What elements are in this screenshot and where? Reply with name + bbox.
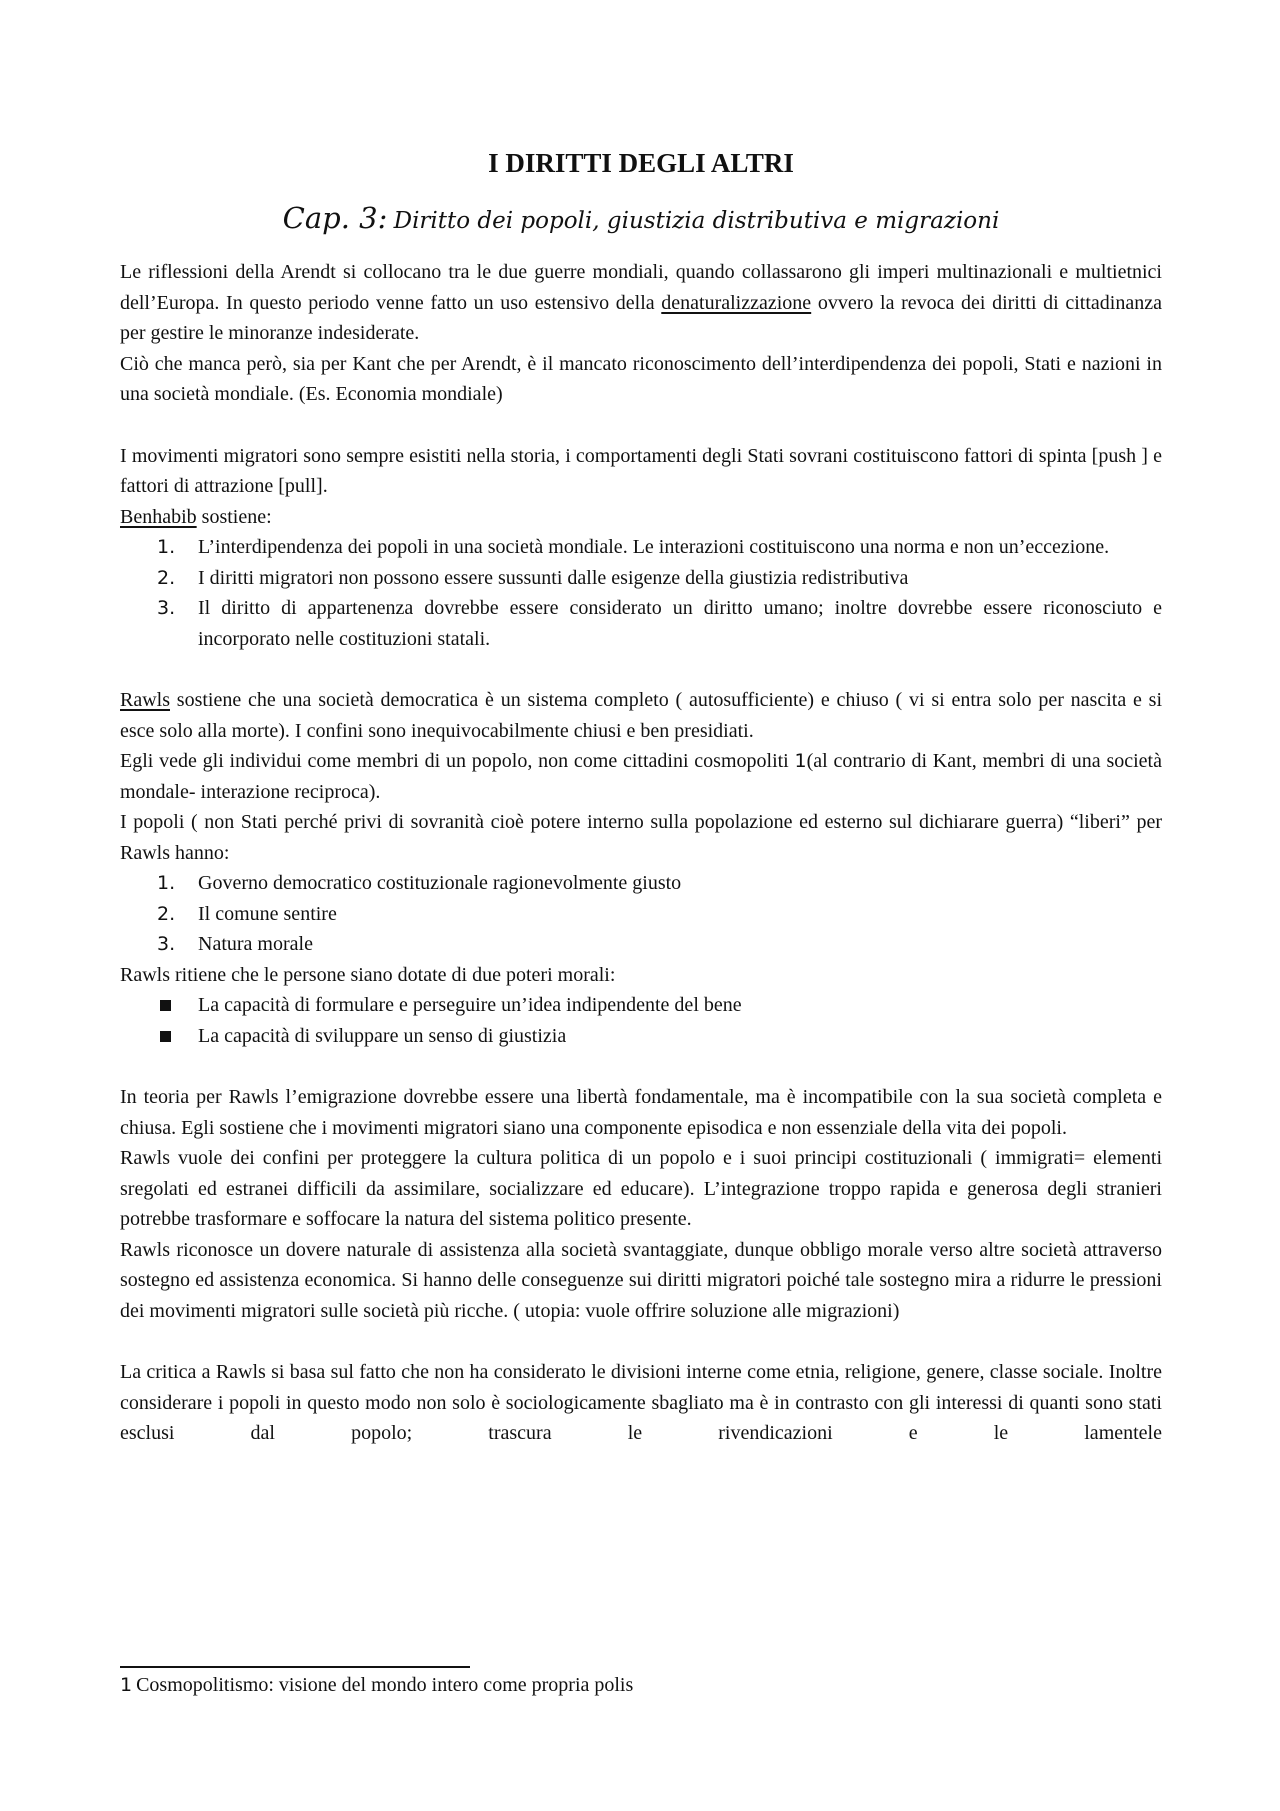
list-number: 2. (157, 566, 176, 589)
list-number: 3. (157, 597, 176, 619)
bullet-item (120, 990, 1162, 1021)
square-bullet-icon (160, 1000, 171, 1011)
spacer (120, 410, 1162, 441)
footnote-divider (120, 1666, 470, 1668)
list-number: 1. (157, 872, 176, 894)
bullet-item-text: La capacità di formulare e perseguire un’idea indipendente del bene (198, 994, 742, 1016)
author-name: Rawls (120, 689, 170, 711)
paragraph-emigration: In teoria per Rawls l’emigrazione dovrebbe essere una libertà fondamentale, ma è incompatibile con la sua società completa e chiusa. Egli sostiene che i movimenti migratori siano una componente episodica e non essenziale della vita dei popoli. (120, 1086, 1162, 1139)
paragraph-moral-powers: Rawls ritiene che le persone siano dotate di due poteri morali: (120, 963, 616, 986)
author-name: Benhabib (120, 505, 197, 528)
bullet-item-text: La capacità di sviluppare un senso di giustizia (198, 1024, 567, 1047)
paragraph-migration: I movimenti migratori sono sempre esistiti nella storia, i comportamenti degli Stati sovrani costituiscono fattori di spinta [push ] e fattori di attrazione [pull]. (120, 444, 1162, 497)
list-item-text: Governo democratico costituzionale ragionevolmente giusto (198, 872, 682, 894)
paragraph-text: sostiene che una società democratica è un sistema completo ( autosufficiente) e chiuso ( vi si entra solo per nascita e si esce solo alla morte). I confini sono inequivocabilmente chiusi e ben presidiati. (120, 689, 1162, 742)
rawls-list (120, 868, 1162, 960)
paragraph-text: ovvero la revoca dei diritti di cittadinanza per gestire le minoranze indesiderate. (120, 291, 1162, 344)
paragraph-text: Le riflessioni della Arendt si collocano tra le due guerre mondiali, quando collassarono gli imperi multinazionali e multietnici dell’Europa. In questo periodo venne fatto un uso estensivo della (120, 261, 1162, 314)
list-item (120, 899, 1162, 930)
underlined-term: denaturalizzazione (661, 291, 812, 314)
list-item (120, 929, 1162, 960)
list-item (120, 532, 1162, 563)
list-item-text: Natura morale (198, 933, 313, 955)
paragraph-rawls (120, 685, 1162, 746)
paragraph-critique: La critica a Rawls si basa sul fatto che non ha considerato le divisioni interne come etnia, religione, genere, classe sociale. Inoltre considerare i popoli in questo modo non solo è sociologicamente sbagliato ma è in contrasto con gli interessi di quanti sono stati esclusi dal popolo; trascura le rivendicazioni e le lamentele (120, 1361, 1162, 1444)
paragraph-cosmopolitan (120, 746, 1162, 807)
list-item (120, 868, 1162, 899)
list-number: 1. (157, 536, 176, 558)
list-item-text: Il comune sentire (198, 902, 337, 925)
paragraph-text: sostiene: (196, 505, 272, 528)
spacer (120, 654, 1162, 685)
moral-powers-list (120, 990, 1162, 1051)
square-bullet-icon (160, 1031, 171, 1042)
list-item-text: I diritti migratori non possono essere sussunti dalle esigenze della giustizia redistributiva (198, 566, 909, 589)
list-item-text: L’interdipendenza dei popoli in una società mondiale. Le interazioni costituiscono una norma e non un’eccezione. (198, 536, 1110, 558)
spacer (120, 1051, 1162, 1082)
chapter-title: Diritto dei popoli, giustizia distributiva e migrazioni (393, 208, 1000, 234)
spacer (120, 1326, 1162, 1357)
list-number: 2. (157, 902, 176, 925)
benhabib-list (120, 532, 1162, 654)
paragraph-text: (al contrario di Kant, membri di una società mondale- interazione reciproca). (120, 750, 1162, 803)
paragraph-borders: Rawls vuole dei confini per proteggere la cultura politica di un popolo e i suoi principi costituzionali ( immigrati= elementi sregolati ed estranei difficili da assimilare, socializzare ed educare). L’integrazione troppo rapida e generosa degli stranieri potrebbe trasformare e soffocare la natura del sistema politico presente. (120, 1147, 1162, 1230)
document-title: I DIRITTI DEGLI ALTRI (488, 148, 794, 178)
footnote-text: Cosmopolitismo: visione del mondo intero come propria polis (136, 1674, 634, 1696)
paragraph-interdependence: Ciò che manca però, sia per Kant che per Arendt, è il mancato riconoscimento dell’interdipendenza dei popoli, Stati e nazioni in una società mondiale. (Es. Economia mondiale) (120, 352, 1162, 405)
footnote-number: 1 (120, 1674, 133, 1696)
list-item (120, 593, 1162, 654)
list-item (120, 563, 1162, 594)
paragraph-peoples: I popoli ( non Stati perché privi di sovranità cioè potere interno sulla popolazione ed esterno sul dichiarare guerra) “liberi” per Rawls hanno: (120, 811, 1162, 864)
paragraph-assistance: Rawls riconosce un dovere naturale di assistenza alla società svantaggiate, dunque obbligo morale verso altre società attraverso sostegno ed assistenza economica. Si hanno delle conseguenze sui diritti migratori poiché tale sostegno mira a ridurre le pressioni dei movimenti migratori sulle società più ricche. ( utopia: vuole offrire soluzione alle migrazioni) (120, 1238, 1162, 1322)
footnote (120, 1670, 633, 1700)
list-number: 3. (157, 933, 176, 955)
paragraph-benhabib (120, 502, 1162, 533)
chapter-subtitle (120, 198, 1162, 241)
chapter-number: Cap. 3: (282, 201, 388, 235)
footnote-reference[interactable]: 1 (794, 750, 807, 772)
paragraph-arendt (120, 257, 1162, 349)
paragraph-text: Egli vede gli individui come membri di un popolo, non come cittadini cosmopoliti (120, 750, 795, 772)
list-item-text: Il diritto di appartenenza dovrebbe essere considerato un diritto umano; inoltre dovrebbe essere riconosciuto e incorporato nelle costituzioni statali. (198, 597, 1162, 650)
bullet-item (120, 1021, 1162, 1052)
